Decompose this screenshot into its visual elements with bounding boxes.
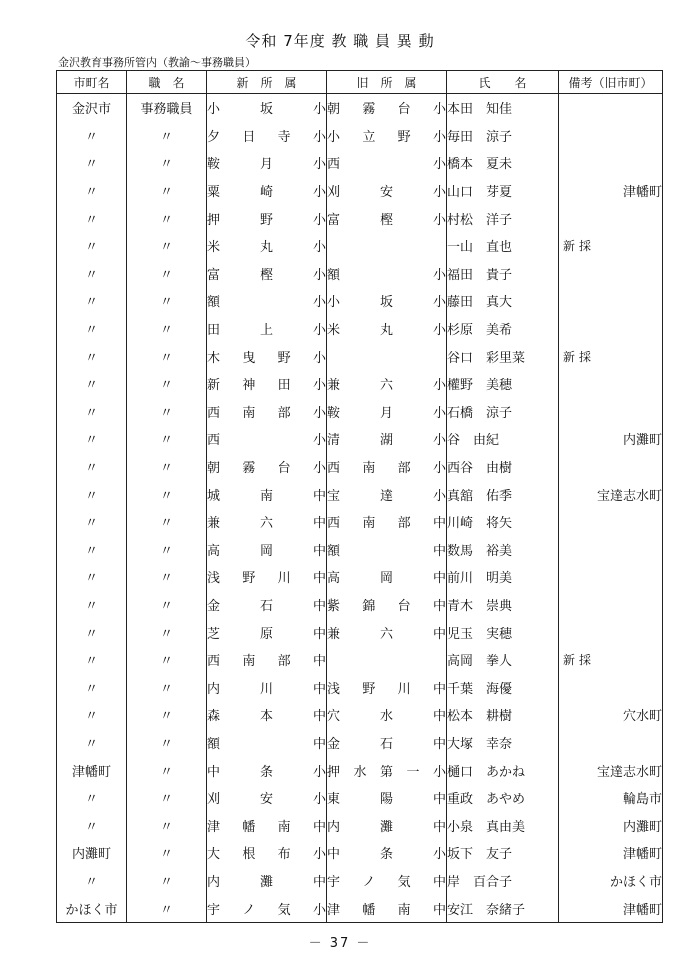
cell-position: 〃 bbox=[127, 867, 207, 895]
header-name: 氏 名 bbox=[447, 71, 559, 94]
table-row bbox=[57, 315, 663, 343]
table-row bbox=[57, 508, 663, 536]
cell-position: 〃 bbox=[127, 204, 207, 232]
cell-old-affiliation: 刈安小 bbox=[327, 177, 447, 205]
cell-city: 〃 bbox=[57, 122, 127, 150]
cell-name: 松本 耕樹 bbox=[447, 701, 559, 729]
cell-position: 〃 bbox=[127, 425, 207, 453]
cell-city: 〃 bbox=[57, 342, 127, 370]
cell-old-affiliation: 宇ノ気中 bbox=[327, 867, 447, 895]
cell-name: 谷口 彩里菜 bbox=[447, 342, 559, 370]
cell-new-affiliation: 森本中 bbox=[207, 701, 327, 729]
cell-remarks bbox=[559, 122, 663, 150]
cell-name: 安江 奈緒子 bbox=[447, 894, 559, 922]
cell-old-affiliation: 西南部中 bbox=[327, 508, 447, 536]
page-number: － 37 － bbox=[308, 936, 372, 951]
page-subtitle: 金沢教育事務所管内（教諭～事務職員） bbox=[58, 56, 256, 69]
cell-city: 〃 bbox=[57, 673, 127, 701]
table-row bbox=[57, 425, 663, 453]
cell-remarks: 津幡町 bbox=[559, 894, 663, 922]
cell-old-affiliation: 小立野小 bbox=[327, 122, 447, 150]
table-row bbox=[57, 398, 663, 426]
cell-new-affiliation: 西南部小 bbox=[207, 398, 327, 426]
cell-remarks bbox=[559, 729, 663, 757]
cell-position: 〃 bbox=[127, 287, 207, 315]
cell-name: 福田 貴子 bbox=[447, 260, 559, 288]
cell-old-affiliation: 兼六中 bbox=[327, 618, 447, 646]
table-row bbox=[57, 784, 663, 812]
cell-city: 〃 bbox=[57, 536, 127, 564]
cell-remarks: 新採 bbox=[559, 342, 663, 370]
cell-remarks: 宝達志水町 bbox=[559, 756, 663, 784]
cell-old-affiliation: 中条小 bbox=[327, 839, 447, 867]
cell-city: 金沢市 bbox=[57, 94, 127, 122]
cell-name: 杉原 美希 bbox=[447, 315, 559, 343]
cell-name: 真舘 佑季 bbox=[447, 480, 559, 508]
cell-city: 〃 bbox=[57, 867, 127, 895]
cell-position: 〃 bbox=[127, 342, 207, 370]
cell-position: 〃 bbox=[127, 536, 207, 564]
cell-city: 〃 bbox=[57, 149, 127, 177]
cell-name: 高岡 拳人 bbox=[447, 646, 559, 674]
cell-position: 〃 bbox=[127, 673, 207, 701]
cell-city: 〃 bbox=[57, 618, 127, 646]
cell-old-affiliation bbox=[327, 342, 447, 370]
cell-old-affiliation: 朝霧台小 bbox=[327, 94, 447, 122]
cell-new-affiliation: 宇ノ気小 bbox=[207, 894, 327, 922]
cell-remarks bbox=[559, 287, 663, 315]
cell-new-affiliation: 押野小 bbox=[207, 204, 327, 232]
cell-old-affiliation: 西南部小 bbox=[327, 453, 447, 481]
cell-new-affiliation: 額小 bbox=[207, 287, 327, 315]
table-row bbox=[57, 232, 663, 260]
cell-old-affiliation: 額小 bbox=[327, 260, 447, 288]
cell-old-affiliation: 清湖小 bbox=[327, 425, 447, 453]
cell-remarks bbox=[559, 536, 663, 564]
cell-new-affiliation: 粟崎小 bbox=[207, 177, 327, 205]
cell-city: 〃 bbox=[57, 204, 127, 232]
cell-new-affiliation: 金石中 bbox=[207, 591, 327, 619]
cell-new-affiliation: 朝霧台小 bbox=[207, 453, 327, 481]
cell-new-affiliation: 兼六中 bbox=[207, 508, 327, 536]
cell-old-affiliation: 紫錦台中 bbox=[327, 591, 447, 619]
cell-new-affiliation: 小坂小 bbox=[207, 94, 327, 122]
table-row bbox=[57, 342, 663, 370]
cell-remarks: 穴水町 bbox=[559, 701, 663, 729]
cell-remarks: 宝達志水町 bbox=[559, 480, 663, 508]
cell-city: 〃 bbox=[57, 287, 127, 315]
cell-new-affiliation: 刈安小 bbox=[207, 784, 327, 812]
cell-position: 〃 bbox=[127, 839, 207, 867]
cell-remarks: 津幡町 bbox=[559, 177, 663, 205]
cell-new-affiliation: 富樫小 bbox=[207, 260, 327, 288]
table-row bbox=[57, 673, 663, 701]
cell-old-affiliation: 穴水中 bbox=[327, 701, 447, 729]
cell-city: 〃 bbox=[57, 729, 127, 757]
cell-new-affiliation: 夕日寺小 bbox=[207, 122, 327, 150]
table-row bbox=[57, 260, 663, 288]
cell-new-affiliation: 内川中 bbox=[207, 673, 327, 701]
table-row bbox=[57, 867, 663, 895]
cell-old-affiliation: 西小 bbox=[327, 149, 447, 177]
cell-name: 本田 知佳 bbox=[447, 94, 559, 122]
cell-remarks bbox=[559, 563, 663, 591]
cell-old-affiliation: 兼六小 bbox=[327, 370, 447, 398]
table-row bbox=[57, 94, 663, 122]
table-row bbox=[57, 149, 663, 177]
cell-remarks: 新採 bbox=[559, 232, 663, 260]
header-remarks: 備考（旧市町） bbox=[559, 71, 663, 94]
cell-old-affiliation: 宝達小 bbox=[327, 480, 447, 508]
cell-new-affiliation: 中条小 bbox=[207, 756, 327, 784]
cell-name: 川崎 将矢 bbox=[447, 508, 559, 536]
cell-name: 坂下 友子 bbox=[447, 839, 559, 867]
cell-remarks bbox=[559, 94, 663, 122]
cell-position: 〃 bbox=[127, 480, 207, 508]
cell-city: 〃 bbox=[57, 425, 127, 453]
cell-remarks bbox=[559, 453, 663, 481]
cell-city: 〃 bbox=[57, 177, 127, 205]
table-row bbox=[57, 729, 663, 757]
cell-name: 重政 あやめ bbox=[447, 784, 559, 812]
cell-city: 〃 bbox=[57, 370, 127, 398]
cell-name: 毎田 涼子 bbox=[447, 122, 559, 150]
cell-city: 〃 bbox=[57, 315, 127, 343]
table-row bbox=[57, 536, 663, 564]
cell-position: 〃 bbox=[127, 508, 207, 536]
cell-new-affiliation: 大根布小 bbox=[207, 839, 327, 867]
cell-city: 〃 bbox=[57, 232, 127, 260]
cell-old-affiliation bbox=[327, 232, 447, 260]
cell-new-affiliation: 内灘中 bbox=[207, 867, 327, 895]
cell-remarks bbox=[559, 149, 663, 177]
cell-city: かほく市 bbox=[57, 894, 127, 922]
cell-old-affiliation: 富樫小 bbox=[327, 204, 447, 232]
cell-new-affiliation: 城南中 bbox=[207, 480, 327, 508]
cell-new-affiliation: 浅野川中 bbox=[207, 563, 327, 591]
cell-name: 樋口 あかね bbox=[447, 756, 559, 784]
cell-old-affiliation: 額中 bbox=[327, 536, 447, 564]
cell-name: 岸 百合子 bbox=[447, 867, 559, 895]
table-row bbox=[57, 756, 663, 784]
table-row bbox=[57, 811, 663, 839]
cell-position: 〃 bbox=[127, 591, 207, 619]
cell-name: 權野 美穂 bbox=[447, 370, 559, 398]
cell-city: 津幡町 bbox=[57, 756, 127, 784]
cell-old-affiliation bbox=[327, 646, 447, 674]
table-row bbox=[57, 894, 663, 922]
table-row bbox=[57, 563, 663, 591]
cell-name: 村松 洋子 bbox=[447, 204, 559, 232]
cell-new-affiliation: 鞍月小 bbox=[207, 149, 327, 177]
cell-old-affiliation: 米丸小 bbox=[327, 315, 447, 343]
cell-city: 〃 bbox=[57, 701, 127, 729]
cell-name: 児玉 実穂 bbox=[447, 618, 559, 646]
cell-name: 千葉 海優 bbox=[447, 673, 559, 701]
table-row bbox=[57, 453, 663, 481]
cell-name: 山口 芽夏 bbox=[447, 177, 559, 205]
cell-new-affiliation: 額中 bbox=[207, 729, 327, 757]
cell-name: 石橋 涼子 bbox=[447, 398, 559, 426]
header-old-affiliation: 旧 所 属 bbox=[327, 71, 447, 94]
cell-old-affiliation: 金石中 bbox=[327, 729, 447, 757]
cell-old-affiliation: 小坂小 bbox=[327, 287, 447, 315]
cell-old-affiliation: 東陽中 bbox=[327, 784, 447, 812]
cell-new-affiliation: 西南部中 bbox=[207, 646, 327, 674]
cell-position: 〃 bbox=[127, 149, 207, 177]
cell-position: 〃 bbox=[127, 784, 207, 812]
cell-remarks: 輪島市 bbox=[559, 784, 663, 812]
cell-city: 〃 bbox=[57, 646, 127, 674]
cell-name: 数馬 裕美 bbox=[447, 536, 559, 564]
header-new-affiliation: 新 所 属 bbox=[207, 71, 327, 94]
cell-position: 〃 bbox=[127, 701, 207, 729]
cell-city: 〃 bbox=[57, 398, 127, 426]
cell-position: 〃 bbox=[127, 894, 207, 922]
cell-old-affiliation: 高岡中 bbox=[327, 563, 447, 591]
table-header-row bbox=[57, 71, 663, 94]
cell-city: 〃 bbox=[57, 811, 127, 839]
cell-position: 〃 bbox=[127, 122, 207, 150]
cell-new-affiliation: 米丸小 bbox=[207, 232, 327, 260]
cell-remarks: かほく市 bbox=[559, 867, 663, 895]
cell-name: 大塚 幸奈 bbox=[447, 729, 559, 757]
cell-old-affiliation: 浅野川中 bbox=[327, 673, 447, 701]
cell-old-affiliation: 津幡南中 bbox=[327, 894, 447, 922]
cell-position: 〃 bbox=[127, 453, 207, 481]
cell-name: 西谷 由樹 bbox=[447, 453, 559, 481]
cell-old-affiliation: 鞍月小 bbox=[327, 398, 447, 426]
table-row bbox=[57, 618, 663, 646]
cell-position: 〃 bbox=[127, 563, 207, 591]
cell-position: 〃 bbox=[127, 618, 207, 646]
table-row bbox=[57, 204, 663, 232]
cell-position: 〃 bbox=[127, 646, 207, 674]
cell-new-affiliation: 芝原中 bbox=[207, 618, 327, 646]
cell-name: 一山 直也 bbox=[447, 232, 559, 260]
cell-position: 〃 bbox=[127, 260, 207, 288]
cell-city: 〃 bbox=[57, 508, 127, 536]
table-row bbox=[57, 122, 663, 150]
cell-new-affiliation: 津幡南中 bbox=[207, 811, 327, 839]
cell-position: 〃 bbox=[127, 811, 207, 839]
cell-position: 〃 bbox=[127, 315, 207, 343]
cell-remarks: 内灘町 bbox=[559, 811, 663, 839]
page-title: 令和 7年度 教 職 員 異 動 bbox=[245, 32, 435, 50]
cell-remarks bbox=[559, 370, 663, 398]
cell-city: 〃 bbox=[57, 591, 127, 619]
cell-remarks bbox=[559, 673, 663, 701]
cell-old-affiliation: 内灘中 bbox=[327, 811, 447, 839]
cell-remarks: 内灘町 bbox=[559, 425, 663, 453]
cell-new-affiliation: 高岡中 bbox=[207, 536, 327, 564]
table-row bbox=[57, 177, 663, 205]
cell-city: 〃 bbox=[57, 453, 127, 481]
cell-city: 〃 bbox=[57, 784, 127, 812]
header-position: 職 名 bbox=[127, 71, 207, 94]
cell-remarks bbox=[559, 315, 663, 343]
cell-city: 内灘町 bbox=[57, 839, 127, 867]
table-row bbox=[57, 591, 663, 619]
cell-city: 〃 bbox=[57, 260, 127, 288]
table-row bbox=[57, 646, 663, 674]
cell-new-affiliation: 西小 bbox=[207, 425, 327, 453]
cell-name: 小泉 真由美 bbox=[447, 811, 559, 839]
cell-old-affiliation: 押水第一小 bbox=[327, 756, 447, 784]
cell-remarks: 津幡町 bbox=[559, 839, 663, 867]
cell-remarks bbox=[559, 591, 663, 619]
table-row bbox=[57, 370, 663, 398]
cell-name: 青木 崇典 bbox=[447, 591, 559, 619]
cell-position: 〃 bbox=[127, 756, 207, 784]
cell-name: 藤田 真大 bbox=[447, 287, 559, 315]
header-city: 市町名 bbox=[57, 71, 127, 94]
transfer-table bbox=[56, 70, 663, 923]
table-row bbox=[57, 701, 663, 729]
cell-position: 事務職員 bbox=[127, 94, 207, 122]
cell-new-affiliation: 新神田小 bbox=[207, 370, 327, 398]
cell-remarks bbox=[559, 508, 663, 536]
cell-remarks bbox=[559, 398, 663, 426]
cell-name: 橋本 夏未 bbox=[447, 149, 559, 177]
cell-remarks bbox=[559, 618, 663, 646]
table-row bbox=[57, 287, 663, 315]
cell-position: 〃 bbox=[127, 729, 207, 757]
cell-remarks bbox=[559, 204, 663, 232]
cell-city: 〃 bbox=[57, 563, 127, 591]
cell-remarks: 新採 bbox=[559, 646, 663, 674]
cell-position: 〃 bbox=[127, 370, 207, 398]
table-row bbox=[57, 480, 663, 508]
cell-name: 前川 明美 bbox=[447, 563, 559, 591]
cell-new-affiliation: 木曳野小 bbox=[207, 342, 327, 370]
cell-city: 〃 bbox=[57, 480, 127, 508]
cell-position: 〃 bbox=[127, 232, 207, 260]
cell-position: 〃 bbox=[127, 398, 207, 426]
cell-name: 谷 由紀 bbox=[447, 425, 559, 453]
cell-new-affiliation: 田上小 bbox=[207, 315, 327, 343]
cell-remarks bbox=[559, 260, 663, 288]
cell-position: 〃 bbox=[127, 177, 207, 205]
table-row bbox=[57, 839, 663, 867]
